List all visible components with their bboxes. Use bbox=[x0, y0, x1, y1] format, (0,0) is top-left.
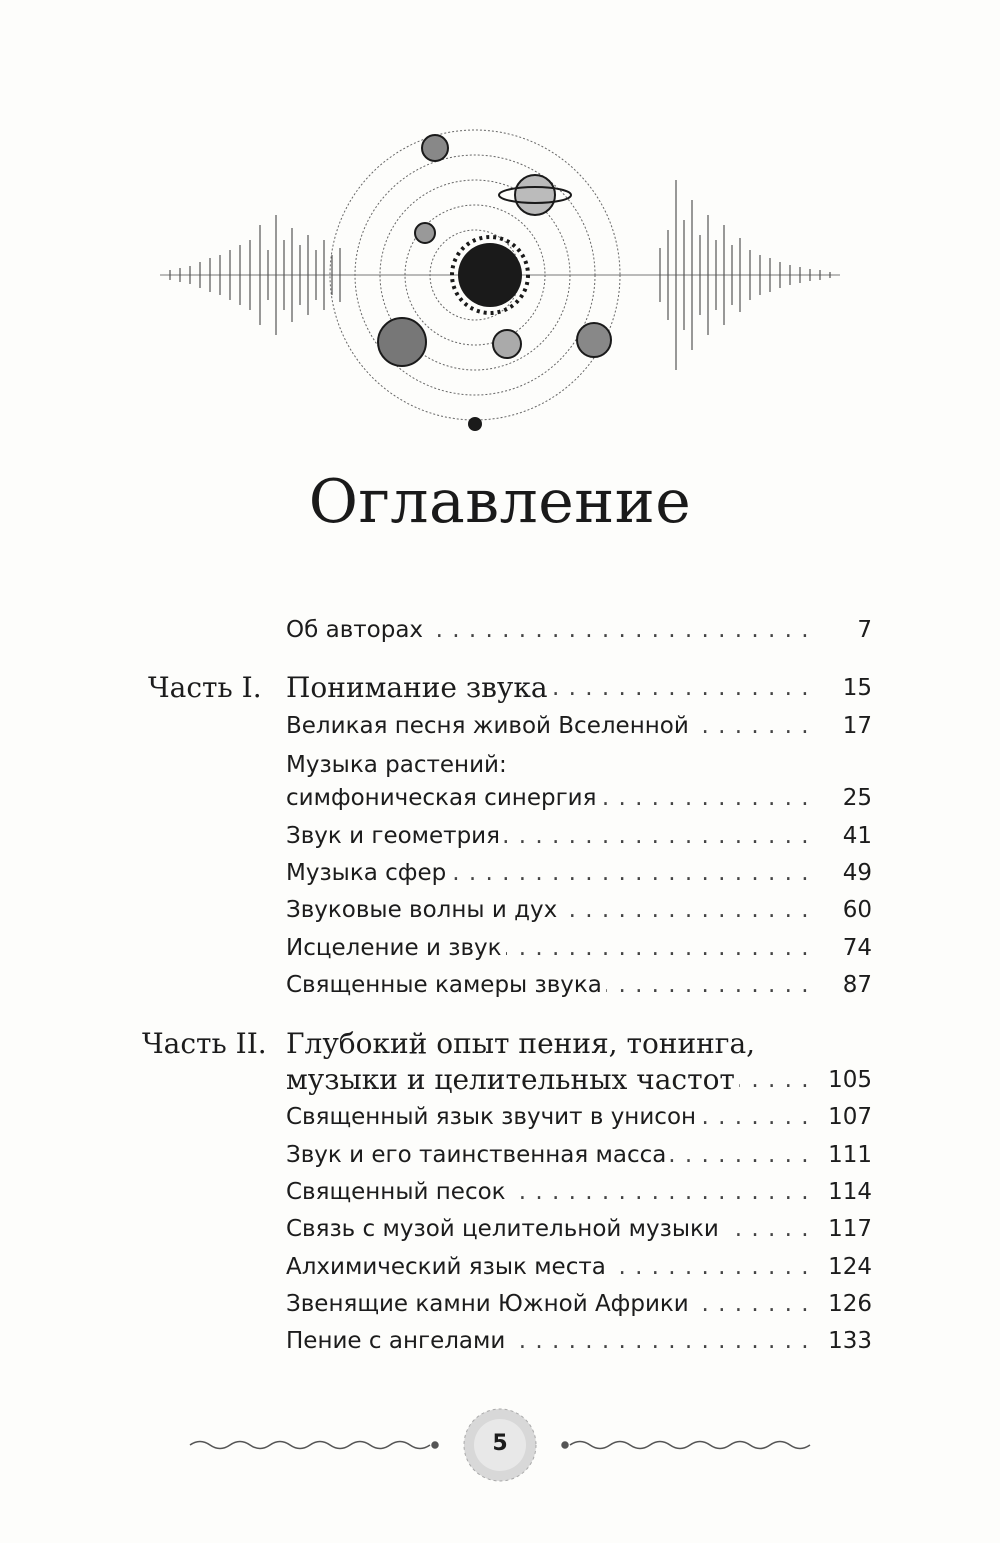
toc-entry-label: Звук и его таинственная масса . . . bbox=[286, 1139, 814, 1171]
sun-icon bbox=[452, 237, 528, 313]
toc-item bbox=[0, 749, 1000, 781]
part-title: Понимание звука . . . bbox=[286, 670, 814, 708]
toc-entry-label: Исцеление и звук . . . bbox=[286, 932, 814, 964]
toc-page-number: 114 bbox=[828, 1179, 872, 1205]
part-title-line1: Глубокий опыт пения, тонинга, bbox=[286, 1026, 814, 1064]
toc-item bbox=[0, 1288, 1000, 1320]
toc-item bbox=[0, 1176, 1000, 1208]
toc-page-number: 105 bbox=[828, 1067, 872, 1093]
toc-item bbox=[0, 1325, 1000, 1357]
toc-page-number: 41 bbox=[842, 823, 872, 849]
toc-part-2-line2 bbox=[0, 1062, 1000, 1098]
toc-item bbox=[0, 932, 1000, 964]
toc-page-number: 111 bbox=[828, 1142, 872, 1168]
toc-page-number: 87 bbox=[842, 972, 872, 998]
toc-page-number: 74 bbox=[842, 935, 872, 961]
toc-entry-label: Священный язык звучит в унисон . . . bbox=[286, 1101, 814, 1133]
toc-entry-label-line1: Музыка растений: bbox=[286, 749, 814, 781]
toc-item-about-authors bbox=[0, 614, 1000, 646]
toc-page-number: 7 bbox=[857, 617, 872, 643]
part-title-line2: музыки и целительных частот . . . bbox=[286, 1062, 814, 1100]
toc-part-1 bbox=[0, 670, 1000, 706]
toc-page-number: 117 bbox=[828, 1216, 872, 1242]
toc-entry-label: Священный песок . . . bbox=[286, 1176, 814, 1208]
toc-page-number: 107 bbox=[828, 1104, 872, 1130]
toc-page-number: 25 bbox=[842, 785, 872, 811]
toc-item bbox=[0, 969, 1000, 1001]
toc-page-number: 17 bbox=[842, 713, 872, 739]
toc-page-number: 15 bbox=[842, 675, 872, 701]
part-label: Часть II. bbox=[142, 1027, 267, 1060]
part-label: Часть I. bbox=[148, 671, 262, 704]
toc-page-number: 126 bbox=[828, 1291, 872, 1317]
page-number: 5 bbox=[492, 1431, 508, 1456]
toc-item bbox=[0, 710, 1000, 742]
toc-item bbox=[0, 857, 1000, 889]
toc-entry-label: симфоническая синергия . . . bbox=[286, 782, 814, 814]
toc-entry-label: Великая песня живой Вселенной . . . bbox=[286, 710, 814, 742]
toc-entry-label: Священные камеры звука . . . bbox=[286, 969, 814, 1001]
toc-entry-label: Музыка сфер . . . bbox=[286, 857, 814, 889]
toc-entry-label: Звуковые волны и дух . . . bbox=[286, 894, 814, 926]
toc-item bbox=[0, 1213, 1000, 1245]
toc-entry-label: Об авторах . . . bbox=[286, 614, 814, 646]
toc-item bbox=[0, 820, 1000, 852]
solar-system-soundwave-illustration bbox=[160, 120, 840, 440]
toc-page-number: 124 bbox=[828, 1254, 872, 1280]
toc-page-number: 49 bbox=[842, 860, 872, 886]
page-title: Оглавление bbox=[308, 467, 692, 537]
toc-item bbox=[0, 782, 1000, 814]
toc-item bbox=[0, 894, 1000, 926]
toc-page-number: 60 bbox=[842, 897, 872, 923]
toc-entry-label: Звук и геометрия . . . bbox=[286, 820, 814, 852]
toc-item bbox=[0, 1251, 1000, 1283]
toc-entry-label: Звенящие камни Южной Африки . . . bbox=[286, 1288, 814, 1320]
toc-page-number: 133 bbox=[828, 1328, 872, 1354]
toc-item bbox=[0, 1101, 1000, 1133]
toc-entry-label: Связь с музой целительной музыки . . . bbox=[286, 1213, 814, 1245]
toc-item bbox=[0, 1139, 1000, 1171]
toc-entry-label: Пение с ангелами . . . bbox=[286, 1325, 814, 1357]
toc-part-2 bbox=[0, 1026, 1000, 1062]
toc-entry-label: Алхимический язык места . . . bbox=[286, 1251, 814, 1283]
